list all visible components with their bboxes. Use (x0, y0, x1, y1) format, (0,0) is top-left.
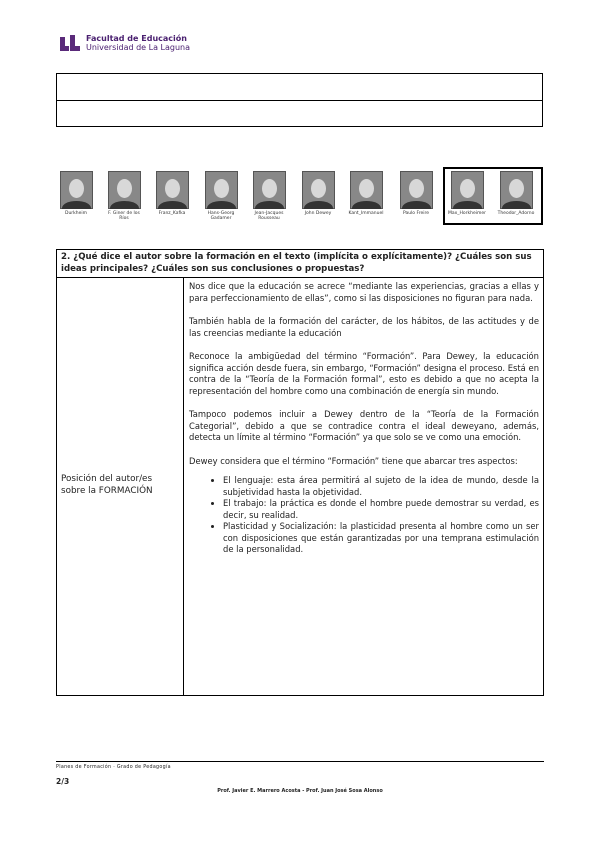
portrait-caption: Jean-Jacques Rousseau (254, 211, 284, 221)
portrait-caption: Franz_Kafka (158, 211, 186, 216)
question-table (56, 249, 544, 696)
portrait (396, 171, 436, 216)
portrait-caption: Durkheim (64, 211, 88, 216)
portrait-photo (400, 171, 433, 209)
answer-paragraph: Tampoco podemos incluir a Dewey dentro de la “Teoría de la Formación Categorial”, debido a que se contradice contra el ideal deweyano, además, detecta un límite al término “Formación” ya que solo se ve como una emoción. (189, 409, 539, 442)
portrait (346, 171, 386, 216)
portrait-strip (56, 167, 543, 225)
title-box-divider (57, 100, 542, 101)
row-label-cell (57, 278, 184, 695)
aspects-list (189, 475, 539, 556)
portrait-caption: John Dewey (304, 211, 332, 216)
portrait-photo (205, 171, 238, 209)
answer-paragraph: Nos dice que la educación se acrece “mediante las experiencias, gracias a ellas y para perfeccionamiento de ellas”, como si las disposiciones no figuran para nada. (189, 281, 539, 303)
footer-course: Planes de Formación · Grado de Pedagogía (56, 765, 171, 770)
portrait-caption: Max_Horkheimer (447, 211, 487, 216)
portrait-caption: F. Giner de los Ríos (108, 211, 140, 221)
answer-paragraph: También habla de la formación del carácter, de los hábitos, de las actitudes y de las creencias mediante la educación (189, 316, 539, 338)
portrait (298, 171, 338, 216)
footer-authors: Prof. Javier E. Marrero Acosta - Prof. Juan José Sosa Alonso (217, 788, 383, 794)
faculty-logo (60, 32, 190, 54)
portrait-photo (253, 171, 286, 209)
answer-paragraph: Dewey considera que el término “Formación” tiene que abarcar tres aspectos: (189, 455, 518, 466)
list-item: • Plasticidad y Socialización: la plasticidad presenta al hombre como un ser con disposiciones que están garantizadas por una temprana estimulación de la personalidad. (223, 521, 539, 556)
portrait (249, 171, 289, 221)
question-heading: 2. ¿Qué dice el autor sobre la formación en el texto (implícita o explícitamente)? ¿Cuáles son sus ideas principales? ¿Cuáles son sus conclusiones o propuestas? (57, 250, 543, 278)
logo-title: Facultad de Educación (86, 34, 187, 43)
portrait-highlight-frame (443, 167, 543, 225)
portrait-caption: Hans-Georg Gadamer (207, 211, 235, 221)
list-item: • El lenguaje: esta área permitirá al sujeto de la idea de mundo, desde la subjetividad hasta la objetividad. (223, 475, 539, 498)
list-item: • El trabajo: la práctica es donde el hombre puede demostrar su verdad, es decir, su realidad. (223, 498, 539, 521)
portrait-photo (350, 171, 383, 209)
answer-paragraph: Reconoce la ambigüedad del término “Formación”. Para Dewey, la educación significa acción desde fuera, sin embargo, “Formación” designa el proceso. Está en contra de la “Teoría de la Formación formal”, esto es debido a que no acepta la representación del hombre como una combinación de energía sin mundo. (189, 351, 539, 396)
row-label: Posición del autor/es sobre la FORMACIÓN (61, 474, 153, 496)
title-box (56, 73, 543, 127)
portrait-caption: Kant_Immanuel (348, 211, 384, 216)
page-number: 2/3 (56, 777, 70, 786)
portrait (104, 171, 144, 221)
portrait-caption: Theodor_Adorno (497, 211, 535, 216)
portrait-caption: Paulo Freire (402, 211, 430, 216)
answer-cell (184, 278, 543, 695)
portrait-photo (156, 171, 189, 209)
footer-rule (56, 761, 544, 762)
portrait-photo (60, 171, 93, 209)
portrait-photo (108, 171, 141, 209)
portrait (56, 171, 96, 216)
portrait (201, 171, 241, 221)
portrait-photo (302, 171, 335, 209)
ull-logo-icon (60, 35, 80, 51)
logo-subtitle: Universidad de La Laguna (86, 43, 191, 52)
portrait (152, 171, 192, 216)
